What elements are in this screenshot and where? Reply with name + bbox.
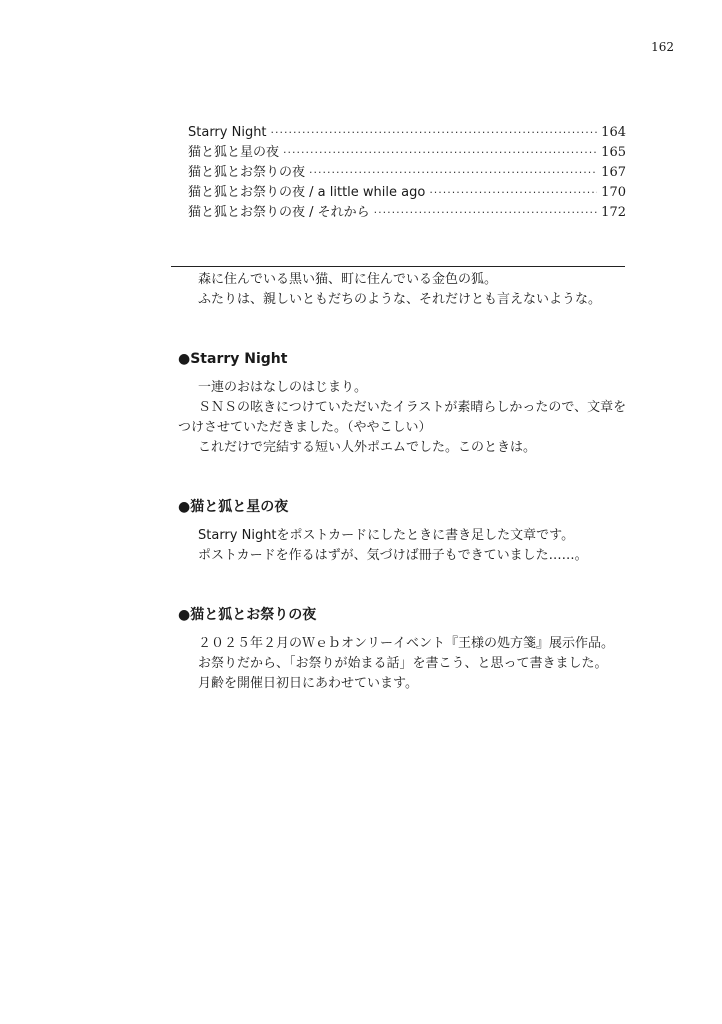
- toc-entry: [188, 143, 626, 163]
- section-line: ２０２５年２月のＷｅｂオンリーイベント『王様の処方箋』展示作品。: [198, 636, 615, 651]
- toc-entry: [188, 163, 626, 183]
- intro-block: [178, 270, 628, 310]
- afterword-content: [178, 270, 628, 694]
- section-heading-text: 猫と狐と星の夜: [190, 499, 289, 515]
- section-heading: [178, 348, 628, 370]
- section-heading: [178, 496, 628, 518]
- section-heading-text: Starry Night: [190, 351, 288, 367]
- toc-entry-title: 猫と狐とお祭りの夜 / a little while ago: [188, 185, 426, 200]
- table-of-contents: [188, 123, 626, 223]
- horizontal-divider: [171, 266, 625, 267]
- toc-entry-title: 猫と狐とお祭りの夜: [188, 165, 306, 180]
- intro-line: ふたりは、親しいともだちのような、それだけとも言えないような。: [198, 292, 602, 307]
- page-number: 162: [651, 40, 674, 54]
- toc-leader-dots: [283, 143, 597, 163]
- bullet-icon: ●: [178, 499, 191, 515]
- section-line: ＳＮＳの呟きにつけていただいたイラストが素晴らしかったので、文章をつけさせていただきました。（ややこしい）: [178, 400, 627, 435]
- section-heading: [178, 604, 628, 626]
- toc-entry: [188, 183, 626, 203]
- section-heading-text: 猫と狐とお祭りの夜: [190, 607, 317, 623]
- toc-leader-dots: [271, 123, 598, 143]
- toc-entry-page: 172: [601, 205, 626, 220]
- intro-line: 森に住んでいる黒い猫、町に住んでいる金色の狐。: [198, 272, 498, 287]
- section-line: お祭りだから、「お祭りが始まる話」を書こう、と思って書きました。: [198, 656, 608, 671]
- toc-entry: [188, 203, 626, 223]
- toc-entry-title: 猫と狐と星の夜: [188, 145, 280, 160]
- section-line: 一連のおはなしのはじまり。: [198, 380, 368, 395]
- toc-leader-dots: [374, 203, 598, 223]
- section-cat-fox-star-night: [178, 496, 628, 566]
- toc-entry-page: 170: [601, 185, 626, 200]
- toc-entry-page: 167: [601, 165, 626, 180]
- toc-entry-page: 165: [601, 145, 626, 160]
- toc-leader-dots: [309, 163, 597, 183]
- section-line: Starry Nightをポストカードにしたときに書き足した文章です。: [198, 528, 575, 543]
- bullet-icon: ●: [178, 607, 191, 623]
- section-starry-night: [178, 348, 628, 458]
- section-line: ポストカードを作るはずが、気づけば冊子もできていました……。: [198, 548, 588, 563]
- section-line: 月齢を開催日初日にあわせています。: [198, 676, 418, 691]
- section-line: これだけで完結する短い人外ポエムでした。このときは。: [198, 440, 537, 455]
- section-cat-fox-festival-night: [178, 604, 628, 694]
- toc-leader-dots: [429, 183, 597, 203]
- toc-entry-page: 164: [601, 125, 626, 140]
- toc-entry-title: Starry Night: [188, 125, 267, 140]
- toc-entry-title: 猫と狐とお祭りの夜 / それから: [188, 205, 370, 220]
- bullet-icon: ●: [178, 351, 191, 367]
- toc-entry: [188, 123, 626, 143]
